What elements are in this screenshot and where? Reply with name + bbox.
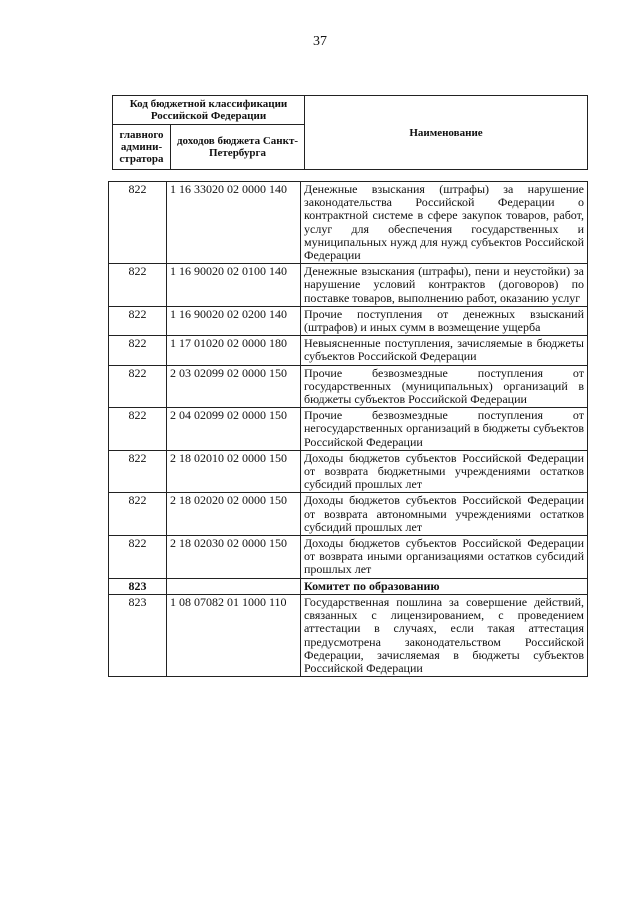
table-row bbox=[109, 536, 588, 579]
table-row bbox=[109, 365, 588, 408]
classification-header-table bbox=[112, 95, 588, 170]
name-column-header: Наименование bbox=[305, 96, 588, 170]
admin-code-cell: 822 bbox=[109, 264, 167, 307]
classification-group-header: Код бюджетной классификации Российской Федерации bbox=[113, 96, 305, 125]
table-row bbox=[109, 578, 588, 594]
admin-code-cell: 822 bbox=[109, 450, 167, 493]
name-cell: Комитет по образованию bbox=[301, 578, 588, 594]
admin-code-cell: 822 bbox=[109, 365, 167, 408]
income-code-cell: 1 16 90020 02 0100 140 bbox=[167, 264, 301, 307]
table-row bbox=[109, 306, 588, 335]
page-number: 37 bbox=[313, 34, 327, 49]
name-cell: Государственная пошлина за совершение действий, связанных с лицензированием, с проведением аттестации в случаях, если такая аттестация предусмотрена законодательством Российской Федерации, зачисляемая в бюджеты субъектов Российской Федерации bbox=[301, 594, 588, 676]
admin-code-cell: 823 bbox=[109, 578, 167, 594]
income-code-cell: 1 08 07082 01 1000 110 bbox=[167, 594, 301, 676]
income-code-cell: 1 16 90020 02 0200 140 bbox=[167, 306, 301, 335]
name-cell: Прочие безвозмездные поступления от государственных (муниципальных) организаций в бюджеты субъектов Российской Федерации bbox=[301, 365, 588, 408]
budget-codes-table bbox=[108, 181, 588, 677]
income-code-cell: 2 18 02010 02 0000 150 bbox=[167, 450, 301, 493]
income-code-cell: 2 04 02099 02 0000 150 bbox=[167, 408, 301, 451]
admin-code-cell: 822 bbox=[109, 408, 167, 451]
name-cell: Прочие безвозмездные поступления от негосударственных организаций в бюджеты субъектов Российской Федерации bbox=[301, 408, 588, 451]
table-row bbox=[109, 450, 588, 493]
admin-code-cell: 822 bbox=[109, 493, 167, 536]
table-row bbox=[109, 594, 588, 676]
admin-code-cell: 822 bbox=[109, 182, 167, 264]
admin-code-cell: 822 bbox=[109, 536, 167, 579]
table-row bbox=[109, 408, 588, 451]
table-row bbox=[109, 182, 588, 264]
name-cell: Доходы бюджетов субъектов Российской Федерации от возврата бюджетными учреждениями остатков субсидий прошлых лет bbox=[301, 450, 588, 493]
table-row bbox=[109, 264, 588, 307]
income-code-cell: 2 18 02020 02 0000 150 bbox=[167, 493, 301, 536]
income-code-cell: 1 16 33020 02 0000 140 bbox=[167, 182, 301, 264]
admin-code-cell: 823 bbox=[109, 594, 167, 676]
income-column-header: доходов бюджета Санкт-Петербурга bbox=[171, 125, 305, 170]
name-cell: Денежные взыскания (штрафы), пени и неустойки) за нарушение условий контрактов (договоров) по поставке товаров, выполнению работ, оказанию услуг bbox=[301, 264, 588, 307]
name-cell: Денежные взыскания (штрафы) за нарушение законодательства Российской Федерации о контрактной системе в сфере закупок товаров, работ, услуг для обеспечения государственных и муниципальных нужд для нужд субъектов Российской Федерации bbox=[301, 182, 588, 264]
table-row bbox=[109, 336, 588, 365]
income-code-cell: 2 18 02030 02 0000 150 bbox=[167, 536, 301, 579]
name-cell: Доходы бюджетов субъектов Российской Федерации от возврата автономными учреждениями остатков субсидий прошлых лет bbox=[301, 493, 588, 536]
table-row bbox=[109, 493, 588, 536]
income-code-cell: 1 17 01020 02 0000 180 bbox=[167, 336, 301, 365]
income-code-cell: 2 03 02099 02 0000 150 bbox=[167, 365, 301, 408]
admin-column-header: главного админи-стратора bbox=[113, 125, 171, 170]
admin-code-cell: 822 bbox=[109, 306, 167, 335]
name-cell: Доходы бюджетов субъектов Российской Федерации от возврата иными организациями остатков субсидий прошлых лет bbox=[301, 536, 588, 579]
name-cell: Прочие поступления от денежных взысканий (штрафов) и иных сумм в возмещение ущерба bbox=[301, 306, 588, 335]
admin-code-cell: 822 bbox=[109, 336, 167, 365]
income-code-cell bbox=[167, 578, 301, 594]
name-cell: Невыясненные поступления, зачисляемые в бюджеты субъектов Российской Федерации bbox=[301, 336, 588, 365]
